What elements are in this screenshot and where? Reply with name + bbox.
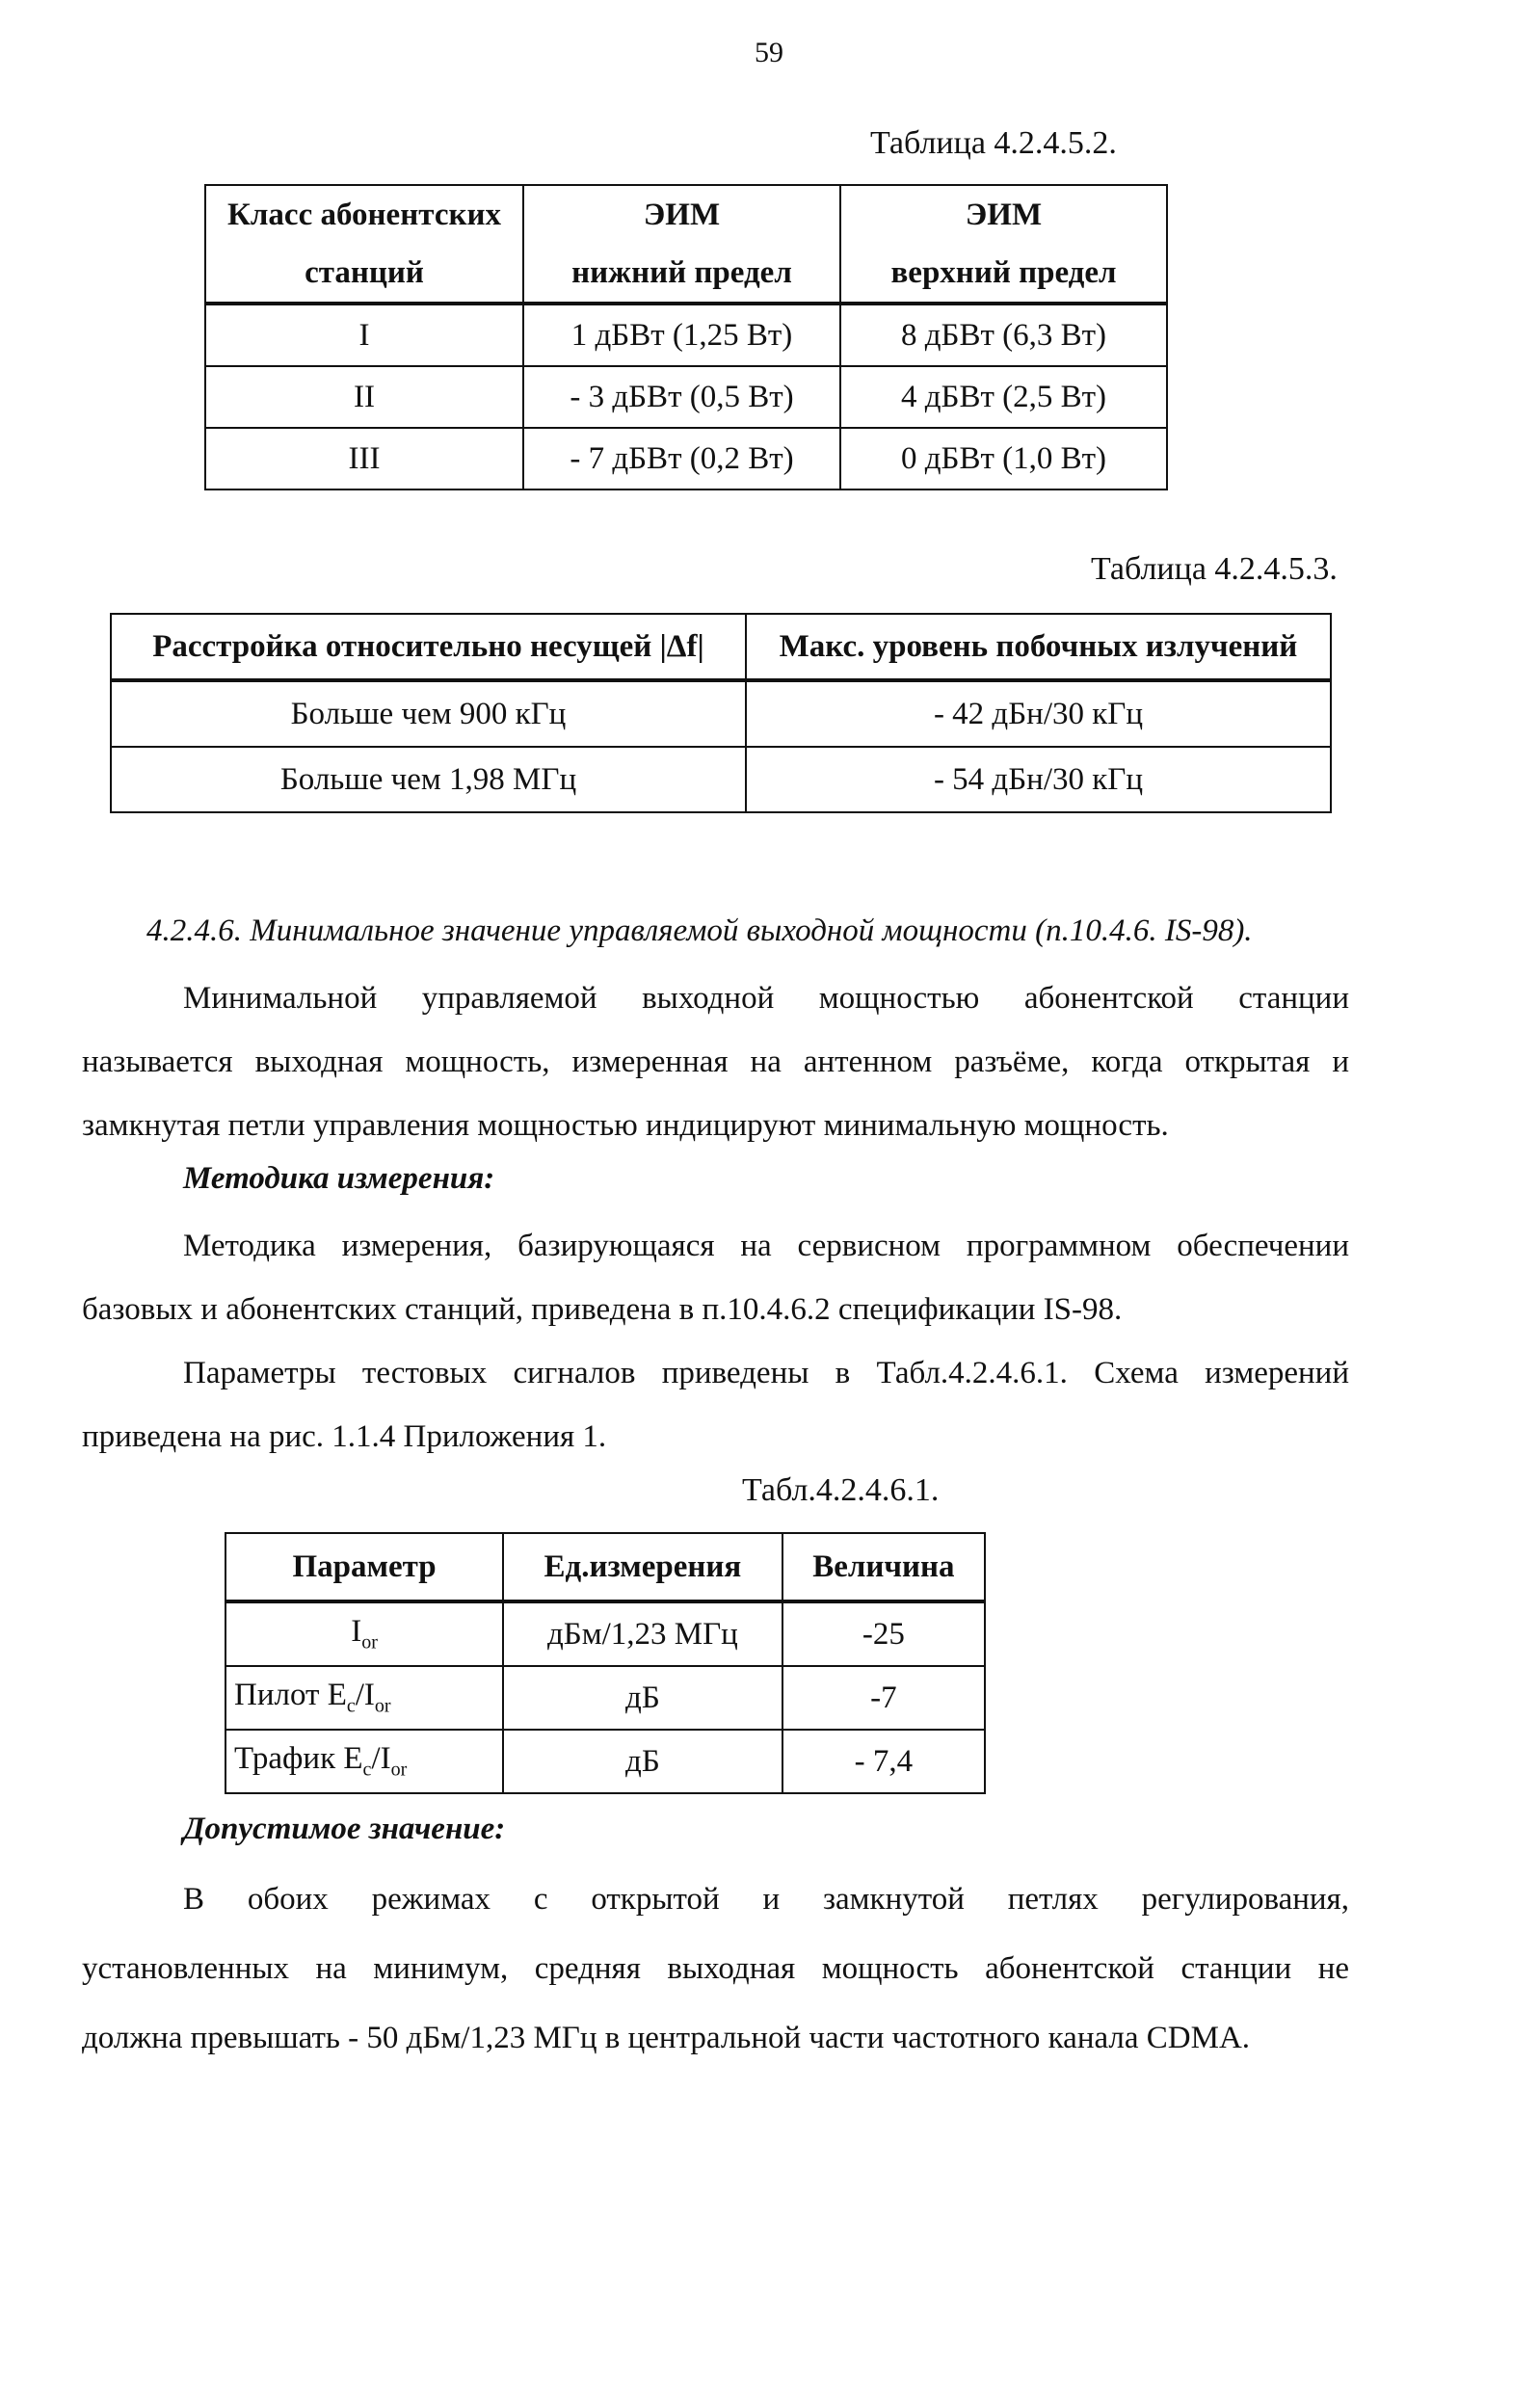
table-test-parameters bbox=[225, 1532, 986, 1794]
table-eim-limits bbox=[204, 184, 1168, 490]
table-row bbox=[111, 680, 1331, 747]
t2-cell: Больше чем 1,98 МГц bbox=[111, 747, 746, 812]
t3-cell-value: -25 bbox=[782, 1601, 985, 1666]
table-row bbox=[111, 747, 1331, 812]
table1-caption: Таблица 4.2.4.5.2. bbox=[870, 125, 1117, 161]
table3-caption: Табл.4.2.4.6.1. bbox=[742, 1472, 940, 1508]
paragraph-line: В обоих режимах с открытой и замкнутой петлях регулирования, bbox=[183, 1882, 1349, 1917]
table-row bbox=[225, 1666, 985, 1730]
paragraph-parameters bbox=[82, 1341, 1349, 1469]
t3-cell-param: $I_{or}$ bbox=[225, 1601, 503, 1666]
table-row bbox=[205, 304, 1167, 366]
paragraph-line: замкнутая петли управления мощностью индицируют минимальную мощность. bbox=[82, 1108, 1169, 1143]
t1-cell: II bbox=[205, 366, 523, 428]
t1-header-lower-line1: ЭИМ bbox=[523, 185, 840, 244]
paragraph-line: Минимальной управляемой выходной мощностью абонентской станции bbox=[183, 981, 1349, 1016]
table-spurious-emissions bbox=[110, 613, 1332, 813]
table-row bbox=[205, 366, 1167, 428]
table-row bbox=[205, 428, 1167, 490]
t1-cell: 1 дБВт (1,25 Вт) bbox=[523, 304, 840, 366]
paragraph-line: Методика измерения, базирующаяся на сервисном программном обеспечении bbox=[183, 1229, 1349, 1263]
paragraph-line: установленных на минимум, средняя выходная мощность абонентской станции не bbox=[82, 1951, 1349, 1986]
t3-header-value: Величина bbox=[782, 1533, 985, 1601]
t1-cell: - 7 дБВт (0,2 Вт) bbox=[523, 428, 840, 490]
t1-cell: I bbox=[205, 304, 523, 366]
paragraph-line: базовых и абонентских станций, приведена в п.10.4.6.2 спецификации IS-98. bbox=[82, 1292, 1123, 1327]
t1-header-lower-line2: нижний предел bbox=[523, 244, 840, 304]
t1-cell: III bbox=[205, 428, 523, 490]
t3-cell-unit: дБм/1,23 МГц bbox=[503, 1601, 782, 1666]
t2-cell: - 42 дБн/30 кГц bbox=[746, 680, 1331, 747]
paragraph-method bbox=[82, 1214, 1349, 1341]
t3-cell-unit: дБ bbox=[503, 1730, 782, 1793]
t2-cell: Больше чем 900 кГц bbox=[111, 680, 746, 747]
paragraph-definition bbox=[82, 966, 1349, 1157]
method-heading: Методика измерения: bbox=[183, 1161, 495, 1196]
paragraph-line: Параметры тестовых сигналов приведены в Табл.4.2.4.6.1. Схема измерений bbox=[183, 1356, 1349, 1390]
section-heading: 4.2.4.6. Минимальное значение управляемой выходной мощности (п.10.4.6. IS-98). bbox=[146, 913, 1253, 948]
t2-header-max-level: Макс. уровень побочных излучений bbox=[746, 614, 1331, 680]
paragraph-line: называется выходная мощность, измеренная на антенном разъёме, когда открытая и bbox=[82, 1045, 1349, 1079]
paragraph-line: приведена на рис. 1.1.4 Приложения 1. bbox=[82, 1419, 607, 1454]
t1-cell: - 3 дБВт (0,5 Вт) bbox=[523, 366, 840, 428]
paragraph-line: должна превышать - 50 дБм/1,23 МГц в центральной части частотного канала CDMA. bbox=[82, 2021, 1251, 2055]
t3-cell-param: Трафик $E_c/I_{or}$ bbox=[225, 1730, 503, 1793]
t3-cell-value: -7 bbox=[782, 1666, 985, 1730]
t2-header-offset: Расстройка относительно несущей |Δf| bbox=[111, 614, 746, 680]
t1-header-upper-line1: ЭИМ bbox=[840, 185, 1167, 244]
acceptable-heading: Допустимое значение: bbox=[183, 1812, 506, 1846]
page-number: 59 bbox=[755, 37, 783, 68]
t3-header-unit: Ед.измерения bbox=[503, 1533, 782, 1601]
t3-cell-param: Пилот $E_c/I_{or}$ bbox=[225, 1666, 503, 1730]
table-row bbox=[225, 1730, 985, 1793]
paragraph-acceptable bbox=[82, 1865, 1349, 2073]
t1-cell: 0 дБВт (1,0 Вт) bbox=[840, 428, 1167, 490]
t3-cell-value: - 7,4 bbox=[782, 1730, 985, 1793]
t3-cell-unit: дБ bbox=[503, 1666, 782, 1730]
t1-header-class-line1: Класс абонентских bbox=[205, 185, 523, 244]
t1-header-class-line2: станций bbox=[205, 244, 523, 304]
table2-caption: Таблица 4.2.4.5.3. bbox=[1091, 551, 1338, 587]
table-row bbox=[225, 1601, 985, 1666]
t1-header-upper-line2: верхний предел bbox=[840, 244, 1167, 304]
t2-cell: - 54 дБн/30 кГц bbox=[746, 747, 1331, 812]
t1-cell: 8 дБВт (6,3 Вт) bbox=[840, 304, 1167, 366]
t1-cell: 4 дБВт (2,5 Вт) bbox=[840, 366, 1167, 428]
t3-header-parameter: Параметр bbox=[225, 1533, 503, 1601]
